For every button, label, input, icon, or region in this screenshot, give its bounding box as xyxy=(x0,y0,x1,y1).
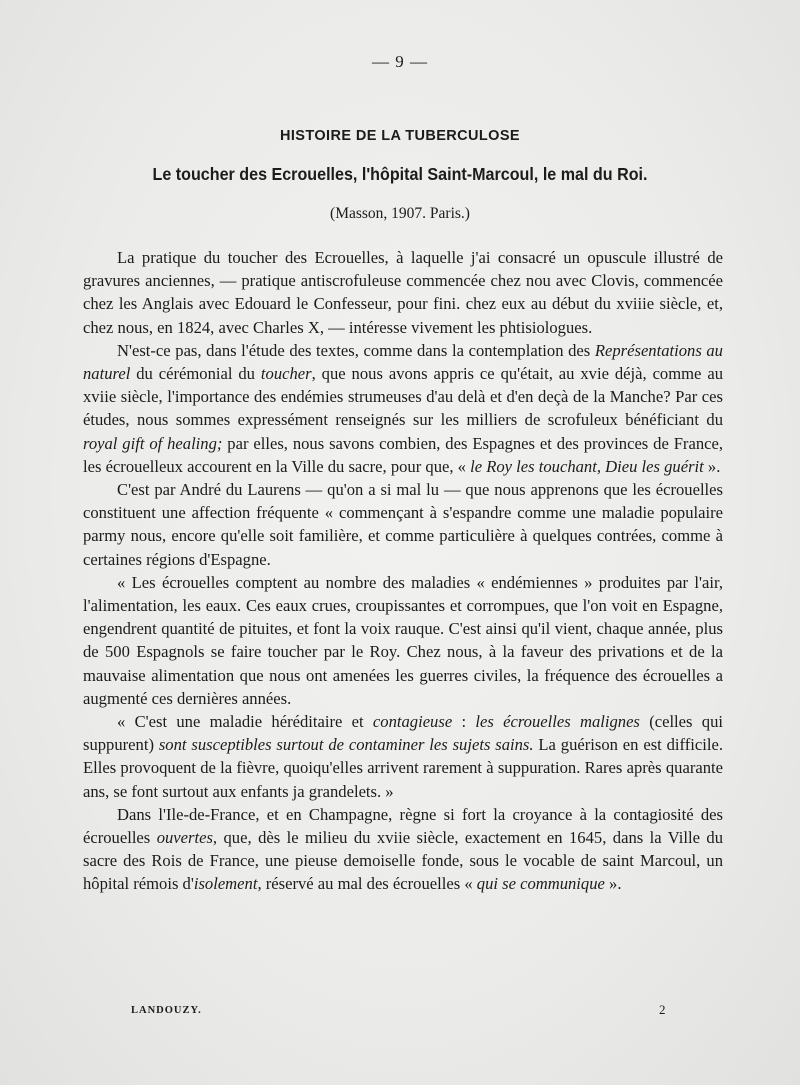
paragraph-6-text: ». xyxy=(604,874,622,894)
paragraph-1: La pratique du toucher des Ecrouelles, à laquelle j'ai consacré un opuscule illustré de gravures anciennes, — pratique antiscrofuleuse commencée chez nou avec Clovis, commencée chez les Anglais avec Edouard le Confesseur, pour fini. chez eux au début du xviiie siècle, et, chez nous, en 1824, avec Charles X, — intéresse vivement les phtisiologues. xyxy=(83,248,723,337)
section-title: HISTOIRE DE LA TUBERCULOSE xyxy=(280,128,520,144)
paragraph-2-text: par elles, nous savons combien, des Espagnes et des provinces de France, les écrouelleux accourent en la Ville du sacre, pour que, « xyxy=(83,433,723,476)
citation: (Masson, 1907. Paris.) xyxy=(330,205,470,222)
paragraph-4: « Les écrouelles comptent au nombre des maladies « endémiennes » produites par l'air, l'alimentation, les eaux. Ces eaux crues, croupissantes et corrompues, que l'on voit en Espagne, engendrent quantité de pituites, et font la voix rauque. C'est ainsi qu'il vient, chaque année, plus de 500 Espagnols se faire toucher par le Roy. Chez nous, à la faveur des privations et de la mauvaise alimentation que nous ont amenées les guerres civiles, la fréquence des écrouelles a augmenté ces dernières années. xyxy=(83,572,723,708)
paragraph-6-text: , que, dès le milieu du xviie siècle, exactement en 1645, dans la Ville du sacre des Rois de France, une pieuse demoiselle fonde, sous le vocable de saint Marcoul, un hôpital rémois d' xyxy=(83,828,723,894)
paragraph-6-text: , réservé au mal des écrouelles « xyxy=(257,874,477,894)
paragraph-5-text: (celles qui suppurent) xyxy=(83,712,723,755)
paragraph-2-text: du cérémonial du xyxy=(130,364,261,384)
paragraph-6-text: Dans l'Ile-de-France, et en Champagne, règne si fort la croyance à la contagiosité des écrouelles xyxy=(83,804,723,848)
paragraph-5-italic: les écrouelles malignes xyxy=(475,712,640,732)
footer-sheet-number: 2 xyxy=(659,1002,666,1017)
paragraph-5-text: La guérison en est difficile. Elles provoquent de la fièvre, quoiqu'elles arrivent rarement à suppuration. Rares après quarante ans, se font surtout aux enfants ja grandelets. » xyxy=(83,735,723,801)
paragraph-2-text: ». xyxy=(703,456,721,476)
paragraph-2 xyxy=(83,339,723,478)
paragraph-2-text: , que nous avons appris ce qu'était, au xvie déjà, comme au xviie siècle, l'importance des endémies strumeuses d'au delà et d'en deçà de la Manche? Par ces études, nous sommes expressément renseignés sur les milliers de scrofuleux bénéficiant du xyxy=(83,364,723,430)
article-body xyxy=(83,246,723,896)
paragraph-6 xyxy=(83,803,723,896)
page-number: — 9 — xyxy=(372,52,428,71)
paragraph-2-italic: toucher xyxy=(260,364,312,384)
paragraph-5-italic: sont susceptibles surtout de contaminer les sujets sains. xyxy=(158,735,534,755)
paragraph-5 xyxy=(83,710,723,803)
paragraph-6-italic: ouvertes xyxy=(156,828,213,848)
paragraph-2-italic: royal gift of healing; xyxy=(83,433,223,453)
paragraph-5-text: : xyxy=(452,712,476,732)
article-title: Le toucher des Ecrouelles, l'hôpital Saint-Marcoul, le mal du Roi. xyxy=(152,164,648,184)
paragraph-3: C'est par André du Laurens — qu'on a si mal lu — que nous apprenons que les écrouelles constituent une affection fréquente « commençant à s'espandre comme une maladie populaire parmy nous, encore qu'elle soit familière, et comme particulière à quelques contrées, comme à certaines régions d'Espagne. xyxy=(83,480,723,569)
footer-signature: LANDOUZY. xyxy=(131,1005,202,1016)
paragraph-5-text: « C'est une maladie héréditaire et xyxy=(117,712,373,732)
paragraph-5-italic: contagieuse xyxy=(372,712,453,732)
paragraph-6-italic: isolement xyxy=(193,874,258,894)
paragraph-2-text: N'est-ce pas, dans l'étude des textes, comme dans la contemplation des xyxy=(117,340,595,360)
paragraph-2-italic: Représentations au naturel xyxy=(83,340,723,384)
paragraph-2-italic: le Roy les touchant, Dieu les guérit xyxy=(470,456,704,476)
paragraph-6-italic: qui se communique xyxy=(476,874,605,894)
